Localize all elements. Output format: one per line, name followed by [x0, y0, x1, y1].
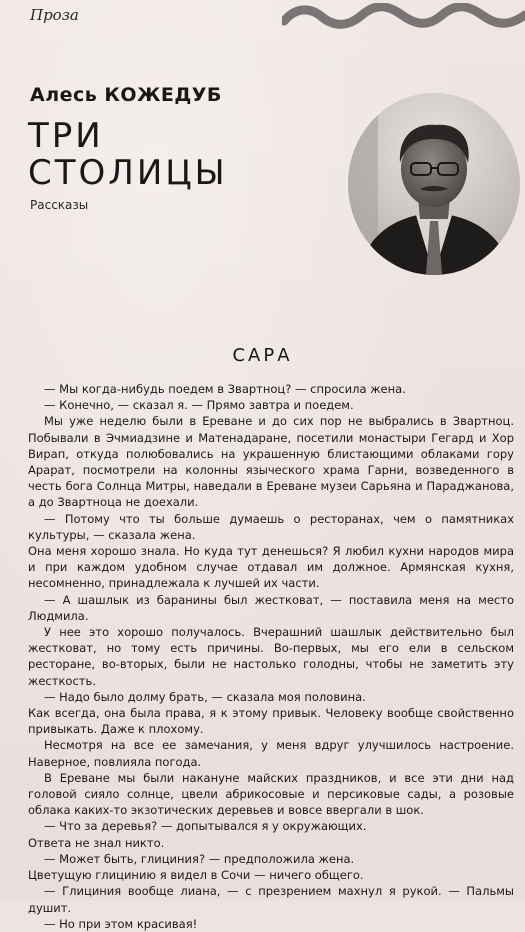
article-title: [28, 118, 228, 192]
paragraph: Она меня хорошо знала. Но куда тут денешься? Я любил кухни народов мира и при каждом удобном случае отдавал им должное. Армянская кухня, несомненно, принадлежала к лучшей их части.: [28, 544, 514, 591]
chapter-title: САРА: [232, 345, 293, 366]
author-portrait: [348, 93, 520, 275]
paragraph: В Ереване мы были накануне майских праздников, и все эти дни над головой сияло солнце, цвели абрикосовые и персиковые сады, а розовые облака каких-то экзотических деревьев и вовсе ввергали в шок.: [28, 770, 514, 818]
paragraph: — Надо было долму брать, — сказала моя половина.: [44, 689, 366, 704]
paragraph: Ответа не знал никто.: [28, 835, 165, 850]
author-name: Алесь КОЖЕДУБ: [30, 84, 222, 106]
paragraph: Как всегда, она была права, я к этому привык. Человеку вообще свойственно привыкать. Даже к плохому.: [28, 706, 514, 737]
paragraph: Цветущую глицинию я видел в Сочи — ничего общего.: [28, 868, 364, 883]
genre-label: Рассказы: [30, 198, 89, 212]
title-line: ТРИ: [28, 116, 104, 156]
decorative-wave: [282, 3, 525, 29]
paragraph: У нее это хорошо получалось. Вчерашний шашлык действительно был жестковат, но тому есть причины. Во-первых, мы его ели в сельском ресторане, во-вторых, были не настолько голодны, чтобы не заметить эту жесткость.: [28, 625, 514, 688]
paragraph: — Мы когда-нибудь поедем в Звартноц? — спросила жена.: [44, 382, 406, 396]
paragraph: — Что за деревья? — допытывался я у окружающих.: [44, 819, 367, 834]
paragraph: — Глициния вообще лиана, — с презрением махнул я рукой. — Пальмы душит.: [28, 884, 514, 915]
section-label: Проза: [30, 6, 79, 24]
paragraph: — Потому что ты больше думаешь о ресторанах, чем о памятниках культуры, — сказала жена.: [28, 511, 514, 542]
paragraph: — А шашлык из баранины был жестковат, — поставила меня на место Людмила.: [28, 592, 514, 623]
paragraph: — Но при этом красивая!: [44, 916, 198, 931]
paragraph: Мы уже неделю были в Ереване и до сих пор не выбрались в Звартноц. Побывали в Эчмиадзине и Матенадаране, посетили монастыри Гегард и Хор Вирап, откуда полюбовались на украшенную блистающими облаками гору Арарат, посмотрели на колонны языческого храма Гарни, возведенного в честь бога Солнца Митры, наведали в Ереване музеи Сарьяна и Параджанова, а до Звартноца не доехали.: [28, 414, 514, 510]
portrait-illustration: [348, 93, 520, 275]
paragraph: — Может быть, глициния? — предположила жена.: [44, 851, 355, 866]
paragraph: Несмотря на все ее замечания, у меня вдруг улучшилось настроение. Наверное, повлияла погода.: [28, 738, 514, 769]
paragraph: — Конечно, — сказал я. — Прямо завтра и поедем.: [44, 398, 354, 413]
article-body: [28, 381, 514, 932]
title-line: СТОЛИЦЫ: [28, 153, 228, 193]
